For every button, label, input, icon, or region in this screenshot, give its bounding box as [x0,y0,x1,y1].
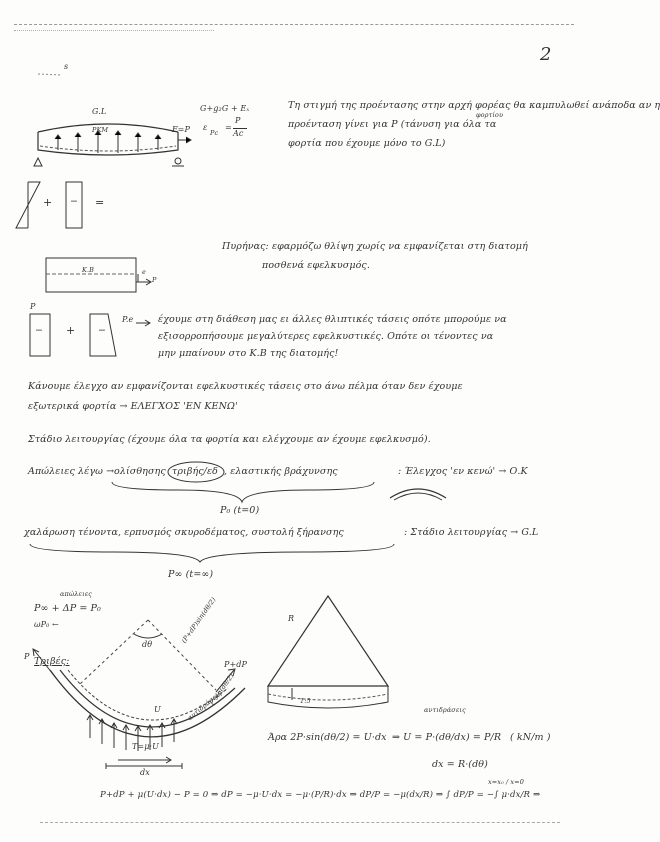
p-plus-dp: P+dP [224,660,247,669]
eq-annotation: αντιδράσεις [424,706,466,714]
beam-arch-icon [388,480,448,502]
sec4-minus-2: − [98,325,107,336]
eps-denominator: Ac [233,129,244,138]
pinf-label: P∞ (t=∞) [168,569,214,580]
fig-label-fp: F=P [172,125,190,134]
loss-elastic: , ελαστικής βράχυνσης [224,466,338,477]
sec4-Pe-label: P.e [122,315,134,324]
kern-kb-label: Κ.Β [82,266,94,274]
friction-title: Τριβές: [34,656,70,667]
sec4-line-1: έχουμε στη διάθεση μας ει άλλες θλιπτικές τάσεις οπότε μπορούμε να [158,314,507,325]
minus-sign-1: − [70,196,79,207]
kern-beam-sketch [42,252,162,302]
stamp-text: φορτίου [476,111,503,119]
paragraph-line-1: Κάνουμε έλεγχο αν εμφανίζονται εφελκυστικές τάσεις στο άνω πέλμα όταν δεν έχουμε [28,381,463,392]
pinf-dp-eq: P∞ + ΔP = P₀ [34,603,101,614]
radius-triangle-diagram [262,592,402,712]
plus-sign-1: + [43,196,53,209]
sec4-line-3: μην μπαίνουν στο Κ.Β της διατομής! [158,348,339,359]
T-label: T=μ·U [132,742,160,751]
header-rule-dotted [14,30,214,33]
top-mark: s [64,62,69,71]
service-stage: : Στάδιο λειτουργίας → G.L [404,527,539,538]
eps-subscript: Pc [210,129,219,137]
apoleies-label: απώλειες [60,590,93,598]
eq1-mid: ⇒ U = P·(dθ/dx) = P/R [392,732,502,743]
sec1-line-1: Τη στιγμή της προέντασης στην αρχή φορέας θα καμπυλωθεί ανάποδα αν η [288,100,660,111]
fig-label-pkm: PKM [92,126,109,134]
eps-symbol: ε [203,123,208,132]
equals-sign: = [225,123,232,132]
U-label: U [154,705,161,714]
top-mark-underline [36,70,66,78]
p0-arrow: ωP₀ ← [34,620,59,629]
losses-brace [108,480,378,506]
equals-sign-1: = [95,196,105,209]
integral-limits: x=x₀ / x=0 [488,778,524,786]
dx-label: dx [140,768,150,777]
eq3: P+dP + μ(U·dx) − P = 0 ⇒ dP = −μ·U·dx = −μ·(P/R)·dx ⇒ dP/P = −μ(dx/R) ⇒ ∫ dP/P = −∫ μ·dx/R ⇒ [100,790,541,800]
sec3-line-2: ποσθενά εφελκυσμός. [262,260,370,271]
sec4-plus: + [66,324,76,337]
sec4-line-2: εξισορροπήσουμε μεγαλύτερες εφελκυστικές. Οπότε οι τένοντες να [158,331,494,342]
sec4-P-label: P [30,302,36,311]
tendon-P-left: P [24,652,30,661]
pros-kentro-label: αντιδράσεις [186,689,224,723]
eq1-unit: ( kN/m ) [510,732,551,743]
eps-numerator: P [235,116,241,125]
paragraph-line-2: εξωτερικά φορτία → ΕΛΕΓΧΟΣ 'ΕΝ ΚΕΝΩ' [28,401,238,412]
fig-label-gl: G.L [92,107,107,116]
p0-label: P₀ (t=0) [220,505,260,516]
kern-p-label: P [152,276,157,284]
check-in-vacuo: : Έλεγχος 'εν κενώ' → Ο.Κ [398,466,528,477]
long-term-brace [24,542,404,564]
formula-top: G+g₂G + Eₓ [200,104,250,113]
footer-rule [40,822,560,823]
section-ratio-label: 1:5 [300,697,311,705]
loss-slip: ολίσθησης [114,466,166,477]
prestressed-beam-sketch [28,110,198,170]
pdp-sin-label: (P+dP)sin(dθ/2) [180,595,218,645]
sec3-line-1: Πυρήνας: εφαρμόζω θλίψη χωρίς να εμφανίζεται στη διατομή [222,241,528,252]
sec4-minus-1: − [35,325,44,336]
p-sin-label: P·sin(dθ/2) [208,671,236,707]
paragraph-line-3: Στάδιο λειτουργίας (έχουμε όλα τα φορτία και ελέγχουμε αν έχουμε εφελκυσμό). [28,434,431,445]
kern-e-label: e [142,268,146,276]
sec4-arrow [134,318,154,328]
dtheta-label: dθ [142,640,153,649]
radius-R-label: R [288,614,295,623]
sec1-line-2: προένταση γίνει για P (τάνυση για όλα τα [288,119,497,130]
sec1-line-3: φορτία που έχουμε μόνο το G.L) [288,138,446,149]
long-term-losses: χαλάρωση τένοντα, ερπυσμός σκυροδέματος, συστολή ξήρανσης [24,527,344,538]
eq2: dx = R·(dθ) [432,759,488,770]
loss-friction: τριβής/εδ [172,466,218,477]
eq1-lhs: Άρα 2P·sin(dθ/2) = U·dx [268,732,387,743]
stress-diagram-sum [14,176,124,234]
page-number: 2 [540,44,552,65]
losses-prefix: Απώλειες λέγω → [28,466,115,477]
